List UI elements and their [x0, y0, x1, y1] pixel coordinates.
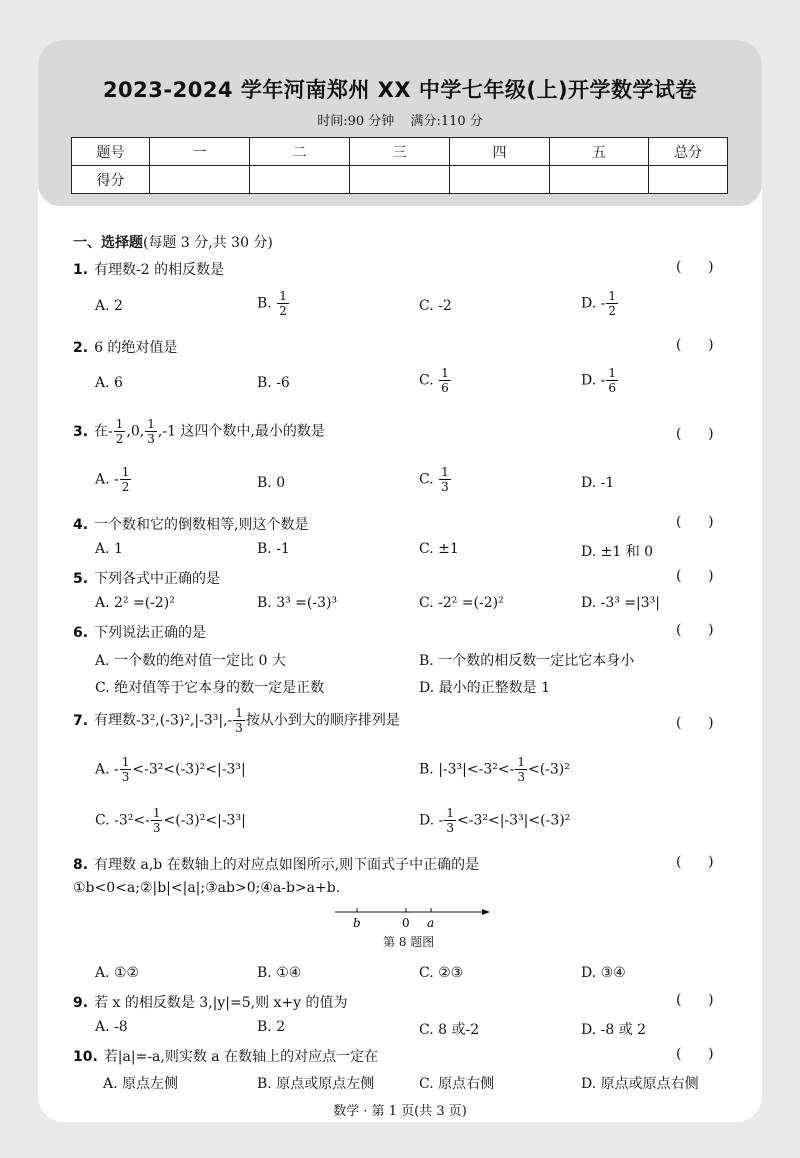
- fraction: [120, 465, 132, 494]
- score-table: [71, 137, 728, 194]
- figure-caption: 第 8 题图: [383, 935, 435, 949]
- answer-blank[interactable]: ( ): [676, 514, 714, 530]
- question-1: [73, 259, 224, 279]
- fraction: [114, 417, 126, 446]
- option-d[interactable]: D. ③④: [581, 965, 626, 981]
- score-cell: 总分: [649, 138, 728, 166]
- numerator: 1: [121, 755, 130, 769]
- score-input-cell[interactable]: [649, 166, 728, 194]
- denominator: 2: [121, 480, 130, 494]
- question-9: [73, 992, 348, 1012]
- option-c[interactable]: [419, 366, 452, 395]
- option-expression: <-3²<(-3)²<|-3³|: [132, 761, 246, 778]
- question-8-conditions: ①b<0<a;②|b|<|a|;③ab>0;④a-b>a+b.: [73, 880, 341, 896]
- option-a[interactable]: A. -8: [95, 1019, 128, 1035]
- option-label: C. -3²<-: [95, 812, 150, 829]
- page-footer: 数学 · 第 1 页(共 3 页): [333, 1104, 467, 1119]
- option-expression: <-3²<|-3³|<(-3)²: [457, 812, 571, 829]
- numerator: 1: [441, 366, 449, 380]
- score-input-cell[interactable]: [250, 166, 350, 194]
- score-input-cell[interactable]: [450, 166, 550, 194]
- score-input-cell[interactable]: [550, 166, 649, 194]
- fraction: [277, 289, 289, 318]
- numerator: 1: [121, 465, 130, 479]
- answer-blank[interactable]: ( ): [676, 622, 714, 638]
- option-label: C.: [419, 471, 434, 488]
- score-input-cell[interactable]: [350, 166, 450, 194]
- option-c[interactable]: C. -2² =(-2)²: [419, 595, 504, 611]
- option-b[interactable]: [257, 289, 290, 318]
- question-number: 6.: [73, 625, 89, 641]
- option-c[interactable]: C. -2: [419, 298, 452, 314]
- option-d[interactable]: D. -3³ =|3³|: [581, 595, 661, 611]
- option-b[interactable]: B. -6: [257, 375, 290, 391]
- exam-subtitle: [38, 110, 762, 129]
- option-d[interactable]: D. 原点或原点右侧: [581, 1076, 699, 1092]
- option-b[interactable]: [419, 755, 570, 784]
- option-label: D. -: [581, 295, 606, 312]
- option-c[interactable]: [95, 806, 246, 835]
- answer-blank[interactable]: ( ): [676, 426, 714, 442]
- option-d[interactable]: [581, 366, 619, 395]
- option-d[interactable]: D. 最小的正整数是 1: [419, 680, 550, 696]
- option-b[interactable]: B. ①④: [257, 965, 302, 981]
- fraction: [606, 366, 618, 395]
- question-number: 2.: [73, 340, 89, 356]
- option-label: A. -: [95, 471, 119, 488]
- question-stem: ,0,: [126, 423, 145, 440]
- score-cell: 五: [550, 138, 649, 166]
- answer-blank[interactable]: ( ): [676, 259, 714, 275]
- option-label: B. |-3³|<-3²<-: [419, 761, 515, 778]
- section-title: 一、选择题: [73, 235, 143, 251]
- option-d[interactable]: D. -1: [581, 475, 615, 491]
- denominator: 6: [608, 381, 616, 395]
- question-number: 9.: [73, 995, 89, 1011]
- score-table-score-row: [72, 166, 728, 194]
- denominator: 3: [121, 770, 130, 784]
- denominator: 3: [517, 770, 525, 784]
- score-cell: 三: [350, 138, 450, 166]
- option-expression: <(-3)²: [527, 761, 570, 778]
- fraction: [145, 417, 157, 446]
- answer-blank[interactable]: ( ): [676, 1046, 714, 1062]
- question-number: 4.: [73, 517, 89, 533]
- numerator: 1: [115, 417, 124, 431]
- question-3: [73, 417, 325, 446]
- option-d[interactable]: D. -8 或 2: [581, 1022, 647, 1038]
- score-cell: 二: [250, 138, 350, 166]
- question-number: 7.: [73, 712, 89, 729]
- option-label: C.: [419, 372, 434, 389]
- option-c[interactable]: C. ②③: [419, 965, 464, 981]
- question-stem: 有理数-3²,(-3)²,|-3³|,-: [94, 712, 233, 729]
- score-input-cell[interactable]: [150, 166, 250, 194]
- option-a[interactable]: A. 2: [95, 298, 123, 314]
- question-stem: 有理数 a,b 在数轴上的对应点如图所示,则下面式子中正确的是: [94, 857, 480, 873]
- numerator: 1: [608, 366, 616, 380]
- section-note: (每题 3 分,共 30 分): [143, 235, 273, 251]
- question-stem: 在-: [94, 423, 113, 440]
- numerator: 1: [446, 806, 454, 820]
- option-label: D. -: [419, 812, 444, 829]
- option-d[interactable]: [581, 289, 619, 318]
- option-b[interactable]: B. -1: [257, 541, 290, 557]
- fraction: [515, 755, 527, 784]
- option-a[interactable]: A. 2² =(-2)²: [95, 595, 175, 611]
- question-number: 10.: [73, 1049, 98, 1065]
- answer-blank[interactable]: ( ): [676, 715, 714, 731]
- option-b[interactable]: B. 2: [257, 1019, 286, 1035]
- option-a[interactable]: A. ①②: [95, 965, 140, 981]
- option-expression: <(-3)²<|-3³|: [163, 812, 246, 829]
- fraction: [444, 806, 456, 835]
- denominator: 2: [279, 304, 287, 318]
- question-stem: 6 的绝对值是: [94, 340, 178, 356]
- question-stem: 下列各式中正确的是: [94, 571, 221, 587]
- exam-header: [38, 40, 762, 206]
- fraction: [151, 806, 163, 835]
- option-c[interactable]: C. 8 或-2: [419, 1022, 480, 1038]
- score-table-header-row: [72, 138, 728, 166]
- denominator: 6: [441, 381, 449, 395]
- option-label: A. -: [95, 761, 119, 778]
- fraction: [606, 289, 618, 318]
- denominator: 3: [147, 432, 155, 446]
- question-stem: 下列说法正确的是: [94, 625, 207, 641]
- question-5: [73, 568, 220, 588]
- option-label: B.: [257, 295, 272, 312]
- option-label: D. -: [581, 372, 606, 389]
- number-line-figure: [330, 902, 495, 932]
- option-a[interactable]: [95, 755, 246, 784]
- fraction: [120, 755, 132, 784]
- time-limit: 时间:90 分钟: [317, 114, 395, 129]
- option-a[interactable]: A. 1: [95, 541, 123, 557]
- question-10: [73, 1046, 378, 1066]
- question-8: [73, 854, 479, 874]
- fraction: [233, 706, 245, 735]
- section-heading: [73, 232, 273, 252]
- option-c[interactable]: C. 绝对值等于它本身的数一定是正数: [95, 680, 325, 696]
- numerator: 1: [279, 289, 287, 303]
- question-stem: 按从小到大的顺序排列是: [245, 712, 400, 729]
- numerator: 1: [147, 417, 155, 431]
- denominator: 2: [608, 304, 616, 318]
- answer-blank[interactable]: ( ): [676, 992, 714, 1008]
- arrow-icon: [482, 909, 490, 915]
- numerator: 1: [441, 465, 449, 479]
- question-number: 5.: [73, 571, 89, 587]
- question-stem: 若 x 的相反数是 3,|y|=5,则 x+y 的值为: [94, 995, 348, 1011]
- option-a[interactable]: [95, 465, 132, 494]
- label-a: a: [427, 916, 435, 930]
- option-b[interactable]: B. 原点或原点左侧: [257, 1076, 375, 1092]
- option-a[interactable]: A. 6: [95, 375, 123, 391]
- option-b[interactable]: B. 3³ =(-3)³: [257, 595, 338, 611]
- score-cell: 题号: [72, 138, 150, 166]
- option-c[interactable]: C. 原点右侧: [419, 1076, 495, 1092]
- question-stem: 若|a|=-a,则实数 a 在数轴上的对应点一定在: [103, 1049, 379, 1065]
- option-d[interactable]: [419, 806, 570, 835]
- label-b: b: [353, 916, 361, 930]
- numerator: 1: [152, 806, 161, 820]
- question-stem: ,-1 这四个数中,最小的数是: [157, 423, 325, 440]
- denominator: 2: [115, 432, 124, 446]
- question-7: [73, 706, 400, 735]
- option-d[interactable]: D. ±1 和 0: [581, 544, 654, 560]
- numerator: 1: [608, 289, 616, 303]
- question-number: 1.: [73, 262, 89, 278]
- question-4: [73, 514, 309, 534]
- exam-title: 2023-2024 学年河南郑州 XX 中学七年级(上)开学数学试卷: [102, 78, 698, 102]
- question-number: 8.: [73, 857, 89, 873]
- denominator: 3: [441, 480, 449, 494]
- numerator: 1: [517, 755, 525, 769]
- fraction: [439, 465, 451, 494]
- question-2: [73, 337, 177, 357]
- question-stem: 有理数-2 的相反数是: [94, 262, 225, 278]
- label-0: 0: [402, 916, 410, 930]
- option-b[interactable]: B. 一个数的相反数一定比它本身小: [419, 653, 635, 669]
- score-cell: 四: [450, 138, 550, 166]
- option-a[interactable]: A. 一个数的绝对值一定比 0 大: [95, 653, 286, 669]
- score-cell: 一: [150, 138, 250, 166]
- option-a[interactable]: A. 原点左侧: [103, 1076, 179, 1092]
- answer-blank[interactable]: ( ): [676, 337, 714, 353]
- answer-blank[interactable]: ( ): [676, 568, 714, 584]
- score-cell: 得分: [72, 166, 150, 194]
- option-c[interactable]: [419, 465, 452, 494]
- denominator: 3: [446, 821, 454, 835]
- full-score: 满分:110 分: [410, 114, 483, 129]
- option-c[interactable]: C. ±1: [419, 541, 459, 557]
- denominator: 3: [152, 821, 161, 835]
- question-stem: 一个数和它的倒数相等,则这个数是: [94, 517, 309, 533]
- question-6: [73, 622, 206, 642]
- question-number: 3.: [73, 423, 89, 440]
- numerator: 1: [235, 706, 243, 720]
- denominator: 3: [235, 721, 243, 735]
- fraction: [439, 366, 451, 395]
- answer-blank[interactable]: ( ): [676, 854, 714, 870]
- option-b[interactable]: B. 0: [257, 475, 286, 491]
